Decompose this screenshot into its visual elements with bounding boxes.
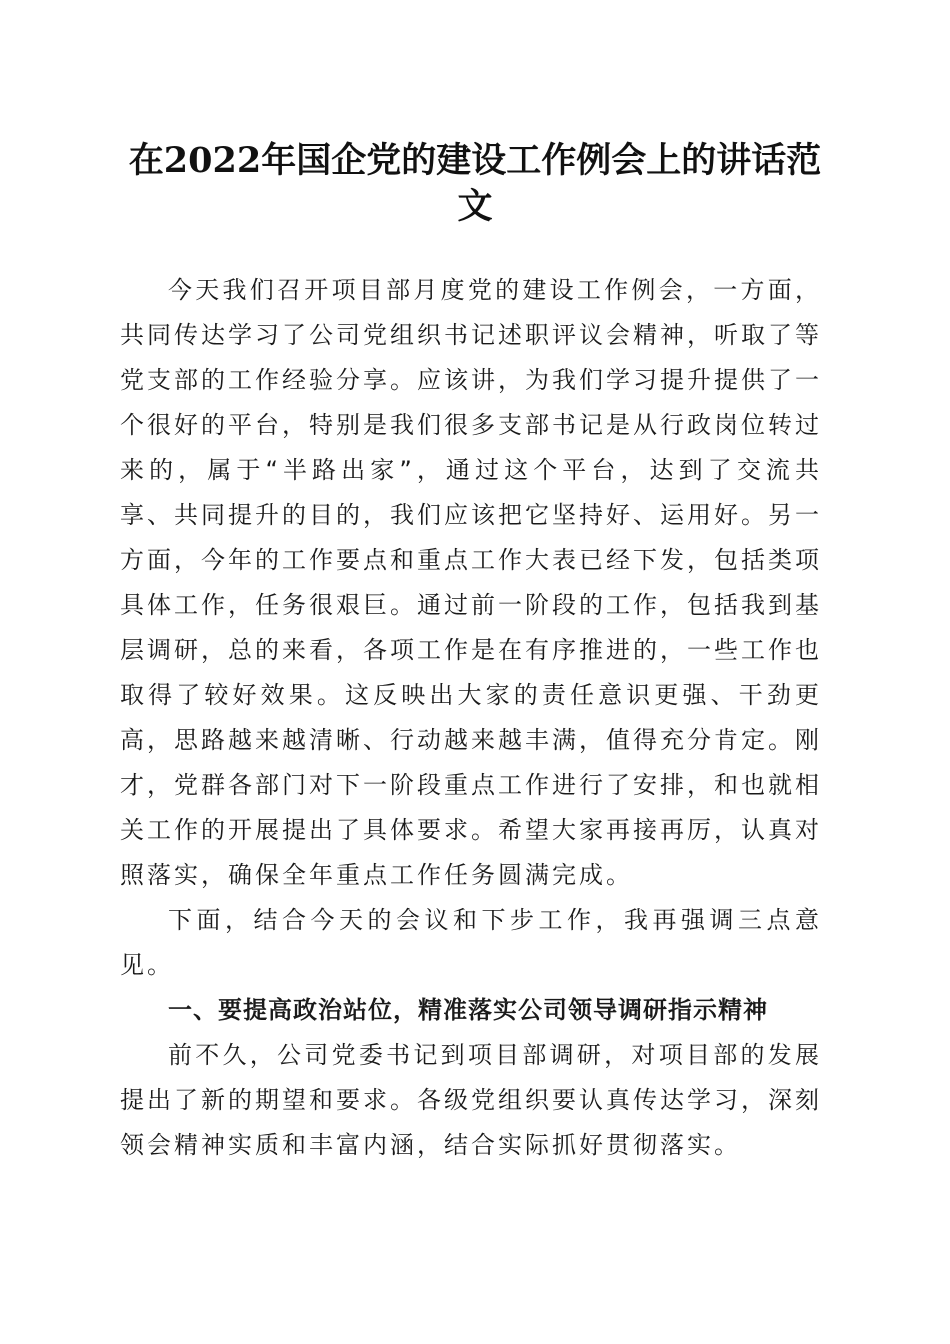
section-1-heading: 一、要提高政治站位，精准落实公司领导调研指示精神 [168, 996, 768, 1024]
opening-paragraph: 今天我们召开项目部月度党的建设工作例会，一方面，共同传达学习了公司党组织书记述职评议会精神，听取了等党支部的工作经验分享。应该讲，为我们学习提升提供了一个很好的平台，特别是我们很多支部书记是从行政岗位转过来的，属于“半路出家”，通过这个平台，达到了交流共享、共同提升的目的，我们应该把它坚持好、运用好。另一方面，今年的工作要点和重点工作大表已经下发，包括类项具体工作，任务很艰巨。通过前一阶段的工作，包括我到基层调研，总的来看，各项工作是在有序推进的，一些工作也取得了较好效果。这反映出大家的责任意识更强、干劲更高，思路越来越清晰、行动越来越丰满，值得充分肯定。刚才，党群各部门对下一阶段重点工作进行了安排，和也就相关工作的开展提出了具体要求。希望大家再接再厉，认真对照落实，确保全年重点工作任务圆满完成。 [120, 276, 822, 889]
document-body [120, 268, 822, 1168]
transition-paragraph: 下面，结合今天的会议和下步工作，我再强调三点意见。 [120, 906, 822, 979]
document-title: 在2022年国企党的建设工作例会上的讲话范文 [128, 140, 822, 227]
section-1-paragraph: 前不久，公司党委书记到项目部调研，对项目部的发展提出了新的期望和要求。各级党组织要认真传达学习，深刻领会精神实质和丰富内涵，结合实际抓好贯彻落实。 [120, 1041, 822, 1159]
